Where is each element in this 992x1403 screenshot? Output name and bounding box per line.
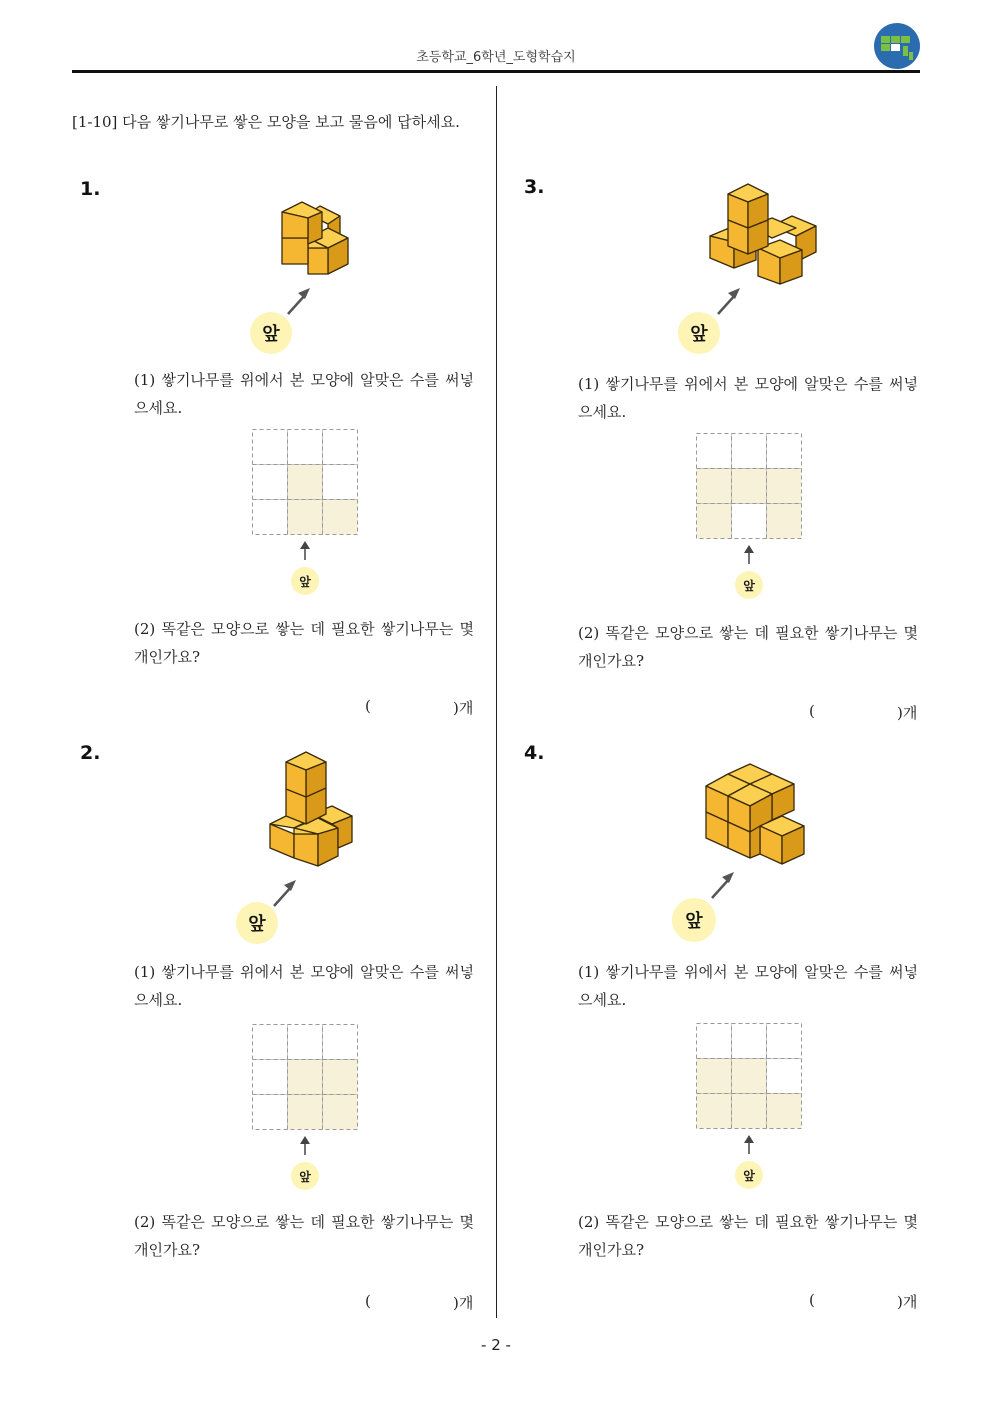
instructions: [1-10] 다음 쌓기나무로 쌓은 모양을 보고 물음에 답하세요.: [72, 113, 460, 131]
grid-cell-filled[interactable]: [288, 1060, 323, 1095]
grid-cell-empty: [253, 430, 288, 465]
cube-stack-figure: [266, 748, 356, 870]
grid-cell-empty: [323, 465, 358, 500]
answer-unit: )개: [897, 704, 918, 722]
arrow-icon: [286, 286, 312, 316]
grid-cell-empty: [323, 1025, 358, 1060]
grid-cell-empty: [697, 434, 732, 469]
question-1: (1) 쌓기나무를 위에서 본 모양에 알맞은 수를 써넣으세요.: [134, 963, 474, 1009]
arrow-icon: [272, 878, 298, 908]
grid-cell-empty: [732, 434, 767, 469]
grid-cell-empty: [253, 1095, 288, 1130]
top-view-grid[interactable]: [252, 1024, 358, 1130]
arrow-icon: [710, 870, 736, 900]
grid-cell-filled[interactable]: [288, 500, 323, 535]
question-2: (2) 똑같은 모양으로 쌓는 데 필요한 쌓기나무는 몇 개인가요?: [134, 1213, 474, 1259]
grid-cell-empty: [323, 430, 358, 465]
question-2: (2) 똑같은 모양으로 쌓는 데 필요한 쌓기나무는 몇 개인가요?: [578, 1213, 918, 1259]
problem-number: 1.: [80, 178, 101, 200]
arrow-up-icon: [298, 541, 312, 561]
answer-paren-open: (: [365, 1292, 371, 1310]
grid-cell-empty: [253, 1025, 288, 1060]
grid-cell-empty: [767, 1024, 802, 1059]
answer-unit: )개: [453, 699, 474, 717]
front-label-badge: 앞: [250, 312, 292, 354]
question-1: (1) 쌓기나무를 위에서 본 모양에 알맞은 수를 써넣으세요.: [134, 371, 474, 417]
grid-cell-empty: [767, 1059, 802, 1094]
answer-paren-open: (: [809, 702, 815, 720]
grid-cell-empty: [288, 1025, 323, 1060]
answer-paren-open: (: [809, 1291, 815, 1309]
grid-cell-filled[interactable]: [697, 504, 732, 539]
cube-stack-figure: [702, 752, 808, 868]
problem-number: 3.: [524, 176, 545, 198]
grid-cell-empty: [253, 465, 288, 500]
grid-cell-filled[interactable]: [323, 1060, 358, 1095]
grid-cell-empty: [732, 1024, 767, 1059]
page-number: - 2 -: [481, 1336, 511, 1354]
front-label-small: 앞: [291, 567, 319, 595]
grid-cell-filled[interactable]: [732, 469, 767, 504]
grid-cell-empty: [767, 434, 802, 469]
grid-cell-filled[interactable]: [767, 504, 802, 539]
grid-cell-empty: [253, 1060, 288, 1095]
grid-cell-filled[interactable]: [767, 469, 802, 504]
grid-cell-filled[interactable]: [697, 469, 732, 504]
logo-icon: [873, 22, 921, 70]
top-view-grid[interactable]: [252, 429, 358, 535]
front-label-small: 앞: [735, 571, 763, 599]
grid-cell-empty: [253, 500, 288, 535]
cube-stack-figure: [706, 180, 820, 286]
grid-cell-filled[interactable]: [323, 500, 358, 535]
cube-stack-figure: [276, 192, 356, 282]
question-1: (1) 쌓기나무를 위에서 본 모양에 알맞은 수를 써넣으세요.: [578, 963, 918, 1009]
grid-cell-filled[interactable]: [697, 1059, 732, 1094]
answer-unit: )개: [897, 1293, 918, 1311]
top-view-grid[interactable]: [696, 433, 802, 539]
front-label-badge: 앞: [236, 902, 278, 944]
front-label-small: 앞: [291, 1162, 319, 1190]
problem-number: 4.: [524, 742, 545, 764]
question-1: (1) 쌓기나무를 위에서 본 모양에 알맞은 수를 써넣으세요.: [578, 375, 918, 421]
arrow-icon: [716, 286, 742, 316]
front-label-badge: 앞: [672, 898, 716, 942]
column-divider: [496, 86, 497, 1318]
arrow-up-icon: [742, 1135, 756, 1155]
front-label-badge: 앞: [678, 312, 720, 354]
grid-cell-empty: [288, 430, 323, 465]
answer-unit: )개: [453, 1294, 474, 1312]
question-2: (2) 똑같은 모양으로 쌓는 데 필요한 쌓기나무는 몇 개인가요?: [578, 624, 918, 670]
top-view-grid[interactable]: [696, 1023, 802, 1129]
grid-cell-filled[interactable]: [697, 1094, 732, 1129]
grid-cell-empty: [697, 1024, 732, 1059]
problem-number: 2.: [80, 742, 101, 764]
arrow-up-icon: [298, 1136, 312, 1156]
grid-cell-filled[interactable]: [732, 1094, 767, 1129]
grid-cell-filled[interactable]: [767, 1094, 802, 1129]
grid-cell-empty: [732, 504, 767, 539]
grid-cell-filled[interactable]: [288, 465, 323, 500]
front-label-small: 앞: [735, 1161, 763, 1189]
grid-cell-filled[interactable]: [732, 1059, 767, 1094]
grid-cell-filled[interactable]: [288, 1095, 323, 1130]
answer-paren-open: (: [365, 697, 371, 715]
arrow-up-icon: [742, 545, 756, 565]
header-title: 초등학교_6학년_도형학습지: [416, 50, 576, 65]
question-2: (2) 똑같은 모양으로 쌓는 데 필요한 쌓기나무는 몇 개인가요?: [134, 620, 474, 666]
header-rule: [72, 70, 920, 73]
grid-cell-filled[interactable]: [323, 1095, 358, 1130]
